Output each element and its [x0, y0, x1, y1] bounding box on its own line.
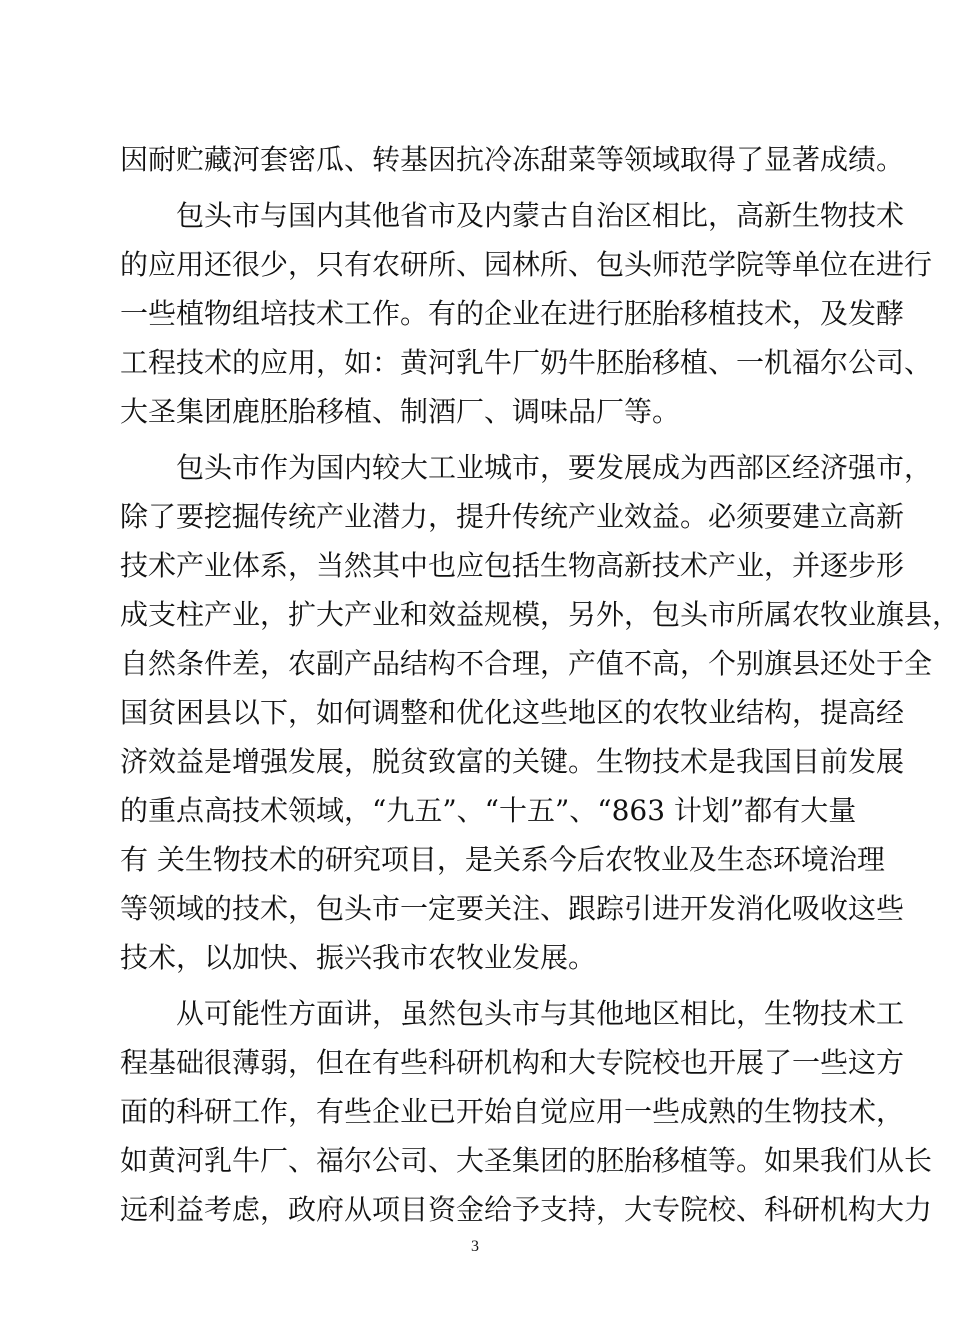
text-line: 济效益是增强发展，脱贫致富的关键。生物技术是我国目前发展	[120, 745, 905, 778]
text-line: 因耐贮藏河套密瓜、转基因抗冷冻甜菜等领域取得了显著成绩。	[120, 143, 905, 176]
text-line: 国贫困县以下，如何调整和优化这些地区的农牧业结构，提高经	[120, 696, 905, 729]
text-line: 远利益考虑，政府从项目资金给予支持，大专院校、科研机构大力	[120, 1193, 933, 1226]
text-line: 大圣集团鹿胚胎移植、制酒厂、调味品厂等。	[120, 395, 681, 428]
text-line: 技术，以加快、振兴我市农牧业发展。	[120, 941, 597, 974]
text-line: 等领域的技术，包头市一定要关注、跟踪引进开发消化吸收这些	[120, 892, 905, 925]
paragraph-first-line: 包头市与国内其他省市及内蒙古自治区相比，高新生物技术	[176, 199, 905, 232]
text-line: 技术产业体系，当然其中也应包括生物高新技术产业，并逐步形	[120, 549, 905, 582]
paragraph-first-line: 从可能性方面讲，虽然包头市与其他地区相比，生物技术工	[176, 997, 905, 1030]
text-line: 一些植物组培技术工作。有的企业在进行胚胎移植技术，及发酵	[120, 297, 905, 330]
text-line: 面的科研工作，有些企业已开始自觉应用一些成熟的生物技术，	[120, 1095, 905, 1128]
text-line: 的应用还很少，只有农研所、园林所、包头师范学院等单位在进行	[120, 248, 933, 281]
text-line: 的重点高技术领域，“九五”、“十五”、“863 计划”都有大量	[120, 794, 857, 827]
text-line: 成支柱产业，扩大产业和效益规模，另外，包头市所属农牧业旗县，	[120, 598, 960, 631]
text-line: 自然条件差，农副产品结构不合理，产值不高，个别旗县还处于全	[120, 647, 933, 680]
text-line: 有 关生物技术的研究项目，是关系今后农牧业及生态环境治理	[120, 843, 885, 876]
text-line: 程基础很薄弱，但在有些科研机构和大专院校也开展了一些这方	[120, 1046, 905, 1079]
text-line: 工程技术的应用，如：黄河乳牛厂奶牛胚胎移植、一机福尔公司、	[120, 346, 933, 379]
page-number: 3	[471, 1238, 479, 1255]
text-line: 如黄河乳牛厂、福尔公司、大圣集团的胚胎移植等。如果我们从长	[120, 1144, 933, 1177]
text-line: 除了要挖掘传统产业潜力，提升传统产业效益。必须要建立高新	[120, 500, 905, 533]
paragraph-first-line: 包头市作为国内较大工业城市，要发展成为西部区经济强市，	[176, 451, 933, 484]
